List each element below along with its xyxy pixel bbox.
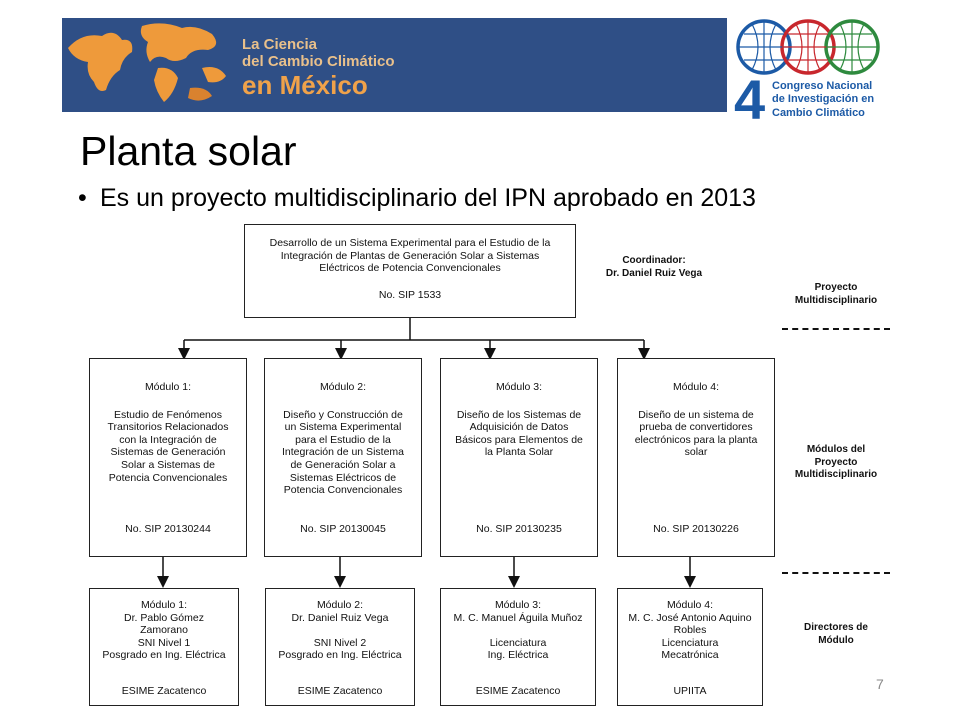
logo-line-1: Congreso Nacional [772, 80, 873, 92]
module-box-3 [440, 358, 598, 557]
director-line: Licenciatura [661, 636, 719, 649]
module-line: Potencia Convencionales [283, 484, 403, 497]
project-line-1: Desarrollo de un Sistema Experimental para el Estudio de la [269, 237, 551, 249]
director-line: Ing. Eléctrica [487, 649, 549, 662]
director-line: Posgrado en Ing. Eléctrica [278, 649, 402, 662]
side-label-project-1: Proyecto [814, 282, 858, 293]
director-line: M. C. José Antonio Aquino [628, 611, 752, 624]
module-sip: No. SIP 20130244 [125, 523, 211, 535]
module-box-4 [617, 358, 775, 557]
banner-line-2: del Cambio Climático [242, 53, 395, 71]
module-title: Módulo 3: [495, 381, 543, 393]
module-line: Transitorios Relacionados [107, 421, 229, 434]
director-line: Posgrado en Ing. Eléctrica [102, 649, 226, 662]
side-label-directors-2: Módulo [818, 634, 854, 646]
banner-line-1: La Ciencia [242, 36, 318, 53]
divider-1 [782, 328, 890, 330]
module-line: con la Integración de [119, 433, 217, 446]
module-title: Módulo 2: [319, 381, 367, 393]
module-line: electrónicos para la planta [634, 433, 758, 446]
director-line: Zamorano [140, 624, 188, 637]
coordinator-name: Dr. Daniel Ruiz Vega [605, 267, 703, 279]
divider-2 [782, 572, 890, 574]
logo-line-3: Cambio Climático [772, 106, 865, 119]
director-school: ESIME Zacatenco [121, 685, 207, 697]
project-line-2: Integración de Plantas de Generación Solar a Sistemas [280, 249, 540, 262]
module-line: de Generación Solar a [290, 458, 396, 471]
side-label-modules-1: Módulos del [806, 444, 866, 455]
project-box [244, 224, 576, 318]
side-label-project [780, 282, 892, 307]
module-sip: No. SIP 20130226 [653, 523, 739, 535]
module-line: prueba de convertidores [639, 421, 753, 434]
module-sip: No. SIP 20130235 [476, 523, 562, 535]
bullet-dot-icon: • [78, 184, 87, 212]
module-line: Diseño y Construcción de [283, 408, 403, 421]
module-box-1 [89, 358, 247, 557]
module-line: Básicos para Elementos de [455, 433, 583, 446]
director-line: Módulo 2: [316, 599, 364, 611]
director-box-2 [265, 588, 415, 706]
module-line: la Planta Solar [484, 446, 554, 459]
director-school: UPIITA [673, 685, 707, 697]
director-line: Dr. Daniel Ruiz Vega [291, 611, 389, 624]
side-label-directors [780, 622, 892, 647]
director-line: Módulo 3: [494, 599, 542, 611]
bullet-text: Es un proyecto multidisciplinario del IPN aprobado en 2013 [100, 184, 756, 212]
module-line: Sistemas de Generación [110, 446, 226, 459]
module-title: Módulo 4: [672, 381, 720, 393]
module-line: Diseño de los Sistemas de [456, 408, 582, 421]
logo-line-2: de Investigación en [772, 93, 875, 106]
director-line: Mecatrónica [661, 649, 719, 662]
director-box-3 [440, 588, 596, 706]
side-label-project-2: Multidisciplinario [794, 294, 878, 306]
director-line [441, 624, 595, 637]
module-line: Integración de un Sistema [282, 446, 404, 459]
director-line: SNI Nivel 2 [313, 636, 367, 649]
director-school: ESIME Zacatenco [297, 685, 383, 697]
project-sip: No. SIP 1533 [378, 288, 442, 301]
director-line: Dr. Pablo Gómez [124, 611, 204, 624]
director-box-1 [89, 588, 239, 706]
director-school: ESIME Zacatenco [475, 685, 561, 697]
banner-line-3: en México [242, 69, 368, 100]
module-line: un Sistema Experimental [284, 421, 402, 434]
project-line-3: Eléctricos de Potencia Convencionales [319, 262, 501, 275]
logo-number: 4 [734, 68, 766, 131]
director-line: Robles [673, 624, 707, 637]
director-line [266, 624, 414, 637]
page-number: 7 [876, 676, 884, 692]
director-line: Módulo 4: [666, 599, 714, 611]
director-line: M. C. Manuel Águila Muñoz [453, 611, 583, 624]
director-line: Módulo 1: [140, 599, 188, 611]
slide-title: Planta solar [80, 128, 297, 174]
module-line: solar [684, 446, 708, 459]
side-label-modules-3: Multidisciplinario [794, 469, 878, 480]
side-label-modules-2: Proyecto [814, 456, 858, 468]
module-title: Módulo 1: [144, 381, 192, 393]
side-label-directors-1: Directores de [804, 622, 868, 633]
module-line: Solar a Sistemas de [121, 458, 215, 471]
module-box-2 [264, 358, 422, 557]
director-box-4 [617, 588, 763, 706]
coordinator-label [598, 255, 710, 280]
coordinator-title: Coordinador: [622, 255, 686, 266]
director-line: SNI Nivel 1 [137, 636, 191, 649]
side-label-modules [780, 444, 892, 482]
module-line: Adquisición de Datos [469, 421, 569, 434]
module-line: Estudio de Fenómenos [114, 408, 222, 421]
module-line: Potencia Convencionales [108, 471, 228, 484]
director-line: Licenciatura [489, 636, 547, 649]
module-sip: No. SIP 20130045 [300, 523, 386, 535]
module-line: Sistemas Eléctricos de [289, 471, 397, 484]
module-line: Diseño de un sistema de [638, 408, 754, 421]
module-line: para el Estudio de la [295, 433, 391, 446]
